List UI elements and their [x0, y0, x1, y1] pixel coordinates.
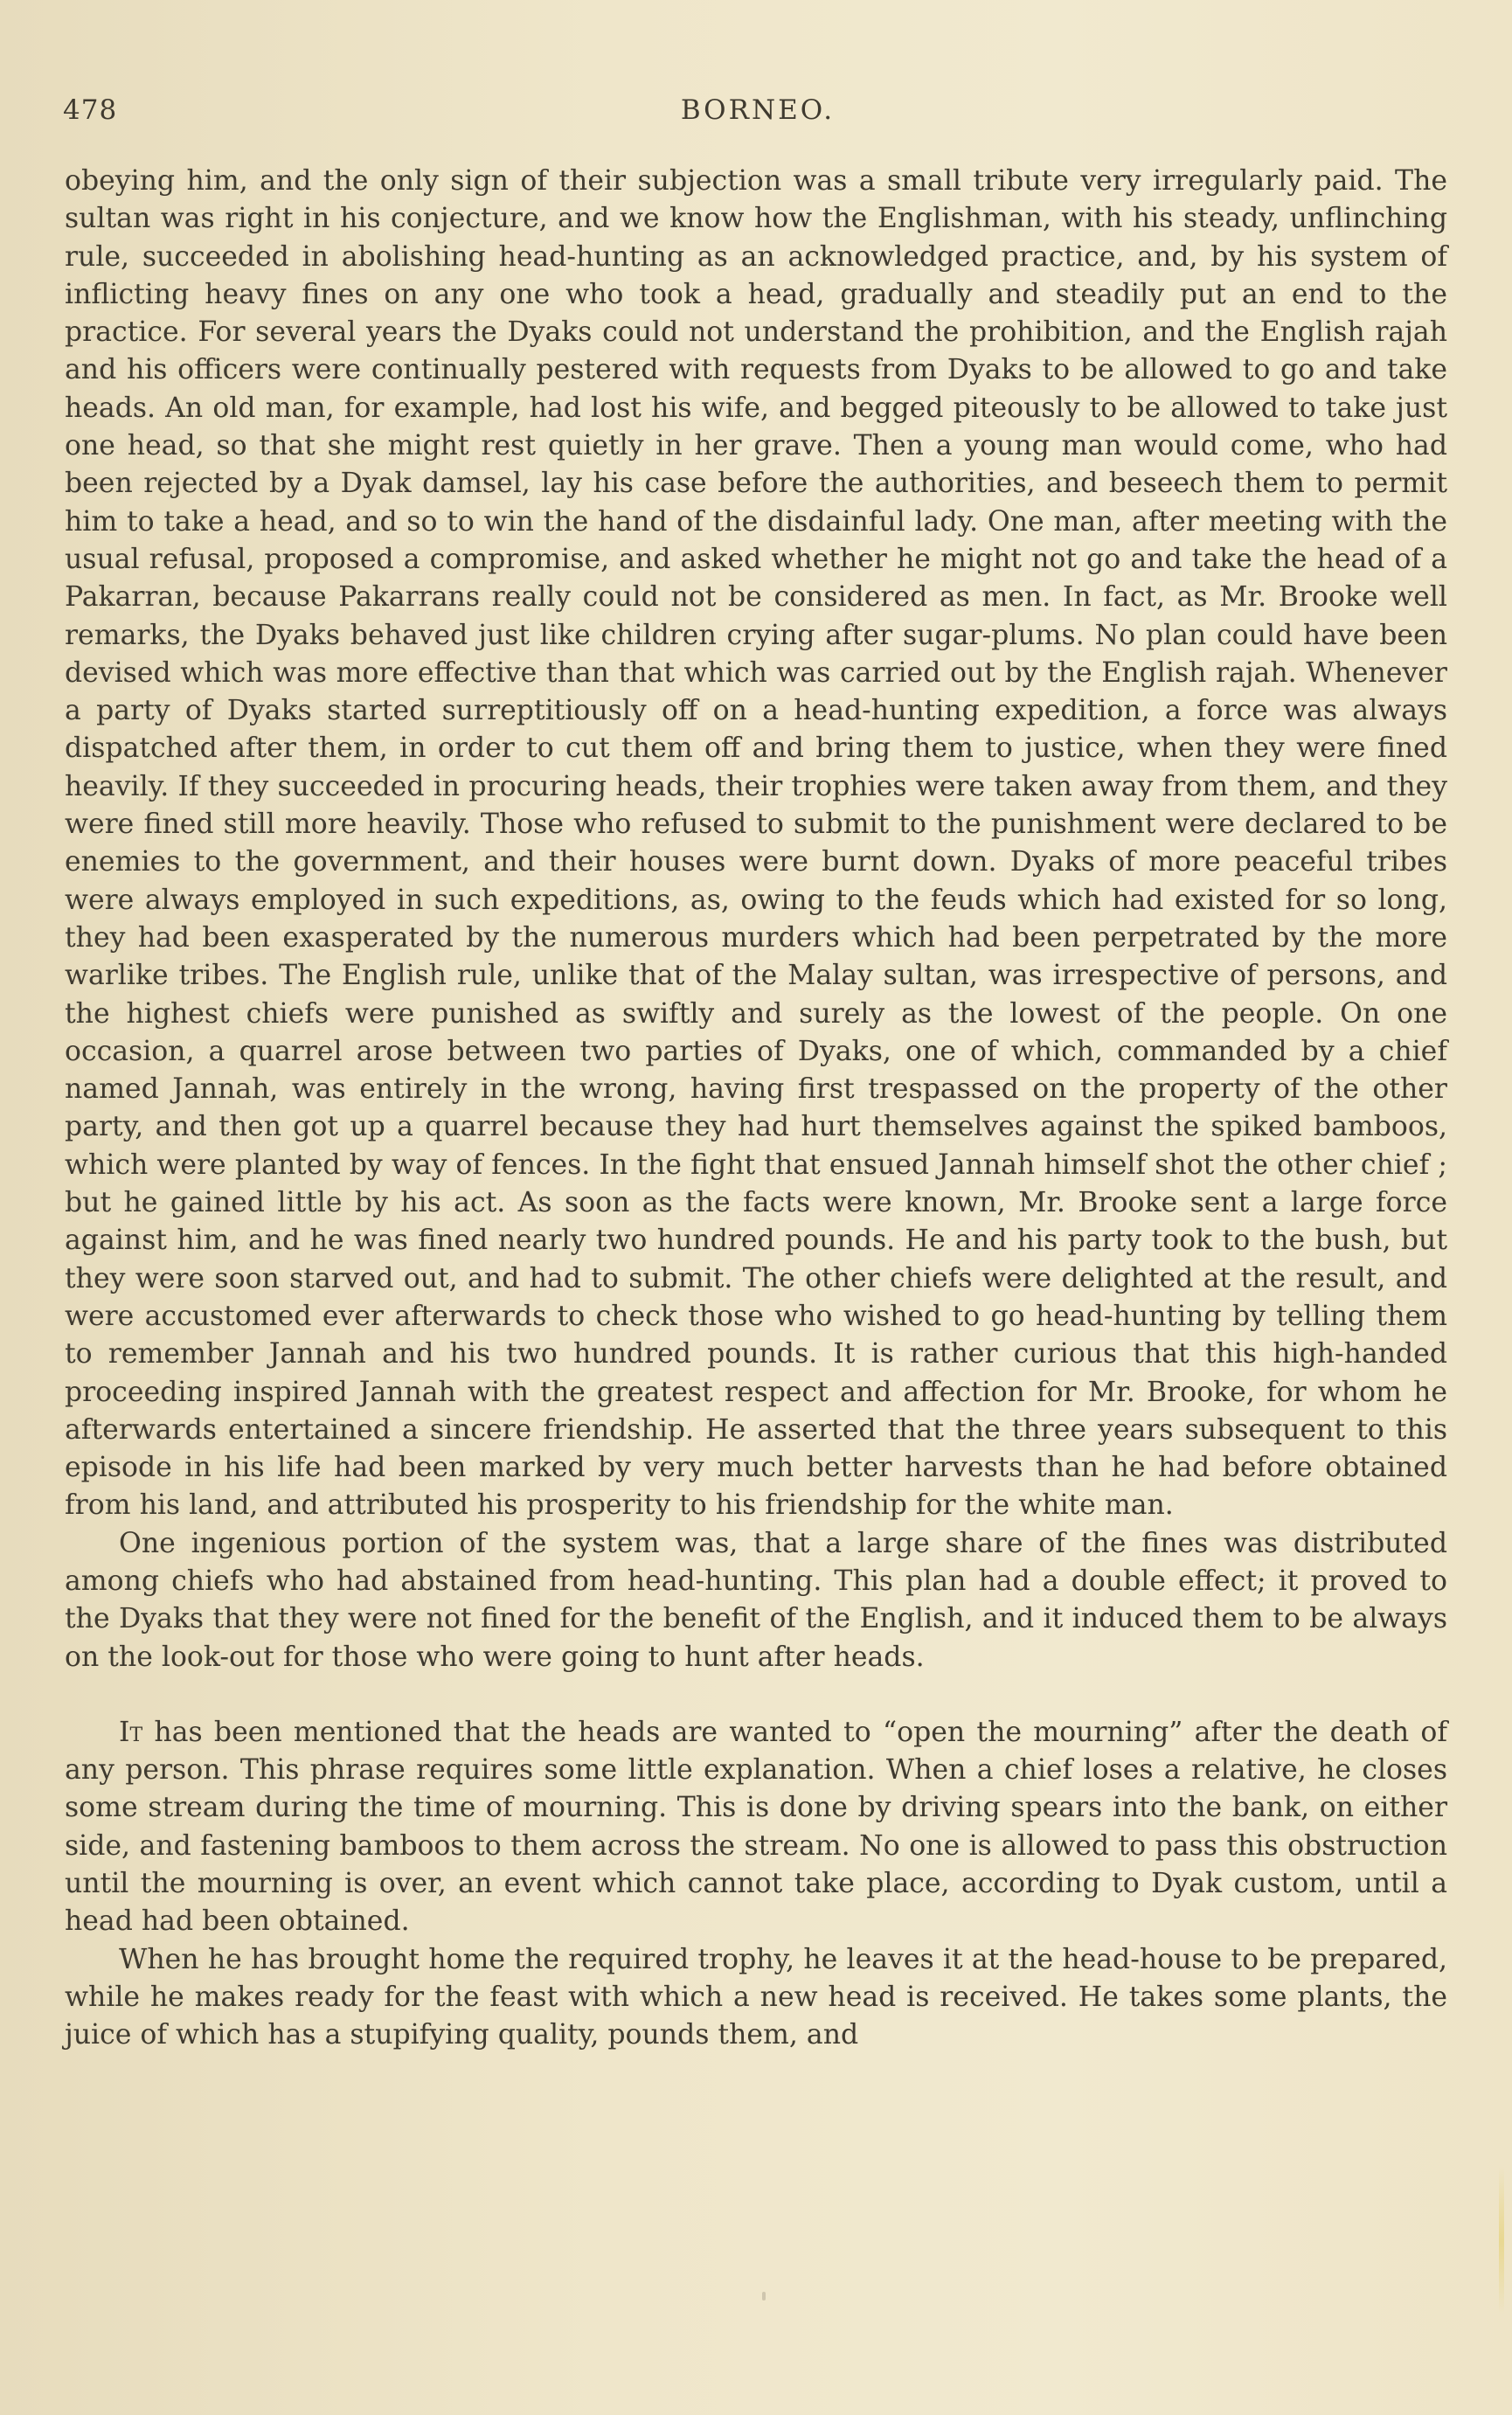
ink-spot: [762, 2292, 766, 2300]
page-edge-stain: [1499, 2166, 1504, 2314]
running-title: BORNEO.: [680, 94, 836, 126]
paragraph-trophy: When he has brought home the required trophy, he leaves it at the head-house to be prepared, while he makes ready for the feast with which a new head is received. He takes some plants, the juice of which has a stupifying quality, pounds them, and: [65, 1943, 1447, 2051]
page-number: 478: [63, 94, 118, 126]
paragraph-continuation: obeying him, and the only sign of their subjection was a small tribute very irregularly paid. The sultan was right in his conjecture, and we know how the Englishman, with his steady, unflinching rule, succeeded in abolishing head-hunting as an acknowledged practice, and, by his system of inflicting heavy fines on any one who took a head, gradually and steadily put an end to the practice. For several years the Dyaks could not understand the prohibition, and the English rajah and his officers were continually pestered with requests from Dyaks to be allowed to go and take heads. An old man, for example, had lost his wife, and begged piteously to be allowed to take just one head, so that she might rest quietly in her grave. Then a young man would come, who had been rejected by a Dyak damsel, lay his case before the authorities, and beseech them to permit him to take a head, and so to win the hand of the disdainful lady. One man, after meeting with the usual refusal, proposed a compromise, and asked whether he might not go and take the head of a Pakarran, because Pakarrans really could not be considered as men. In fact, as Mr. Brooke well remarks, the Dyaks behaved just like children crying after sugar-plums. No plan could have been devised which was more effective than that which was carried out by the English rajah. Whenever a party of Dyaks started surreptitiously off on a head-hunting expedition, a force was always dispatched after them, in order to cut them off and bring them to justice, when they were fined heavily. If they succeeded in procuring heads, their trophies were taken away from them, and they were fined still more heavily. Those who refused to submit to the punishment were declared to be enemies to the government, and their houses were burnt down. Dyaks of more peaceful tribes were always employed in such expeditions, as, owing to the feuds which had existed for so long, they had been exasperated by the numerous murders which had been perpetrated by the more warlike tribes. The English rule, unlike that of the Malay sultan, was irrespective of persons, and the highest chiefs were punished as swiftly and surely as the lowest of the people. On one occasion, a quarrel arose between two parties of Dyaks, one of which, commanded by a chief named Jannah, was entirely in the wrong, having first trespassed on the property of the other party, and then got up a quarrel because they had hurt themselves against the spiked bamboos, which were planted by way of fences. In the fight that ensued Jannah himself shot the other chief ; but he gained little by his act. As soon as the facts were known, Mr. Brooke sent a large force against him, and he was fined nearly two hundred pounds. He and his party took to the bush, but they were soon starved out, and had to submit. The other chiefs were delighted at the result, and were accustomed ever afterwards to check those who wished to go head-hunting by telling them to remember Jannah and his two hundred pounds. It is rather curious that this high-handed proceeding inspired Jannah with the greatest respect and affection for Mr. Brooke, for whom he afterwards entertained a sincere friendship. He asserted that the three years subsequent to this episode in his life had been marked by very much better harvests than he had before obtained from his land, and attributed his prosperity to his friendship for the white man.: [65, 165, 1447, 1522]
page-header: [63, 87, 1453, 140]
paragraph-mourning-text: has been mentioned that the heads are wanted to “open the mourning” after the death of any person. This phrase requires some little explanation. When a chief loses a relative, he closes some stream during the time of mourning. This is done by driving spears into the bank, on either side, and fastening bamboos to them across the stream. No one is allowed to pass this obstruction until the mourning is over, an event which cannot take place, according to Dyak custom, until a head had been obtained.: [65, 1716, 1448, 1938]
section-lead-word: It: [119, 1716, 143, 1748]
paragraph-mourning: [65, 1714, 1447, 1941]
body-text: [65, 163, 1447, 2055]
paragraph-fines-system: One ingenious portion of the system was, that a large share of the fines was distributed among chiefs who had abstained from head-hunting. This plan had a double effect; it proved to the Dyaks that they were not fined for the benefit of the English, and it induced them to be always on the look-out for those who were going to hunt after heads.: [65, 1527, 1447, 1673]
